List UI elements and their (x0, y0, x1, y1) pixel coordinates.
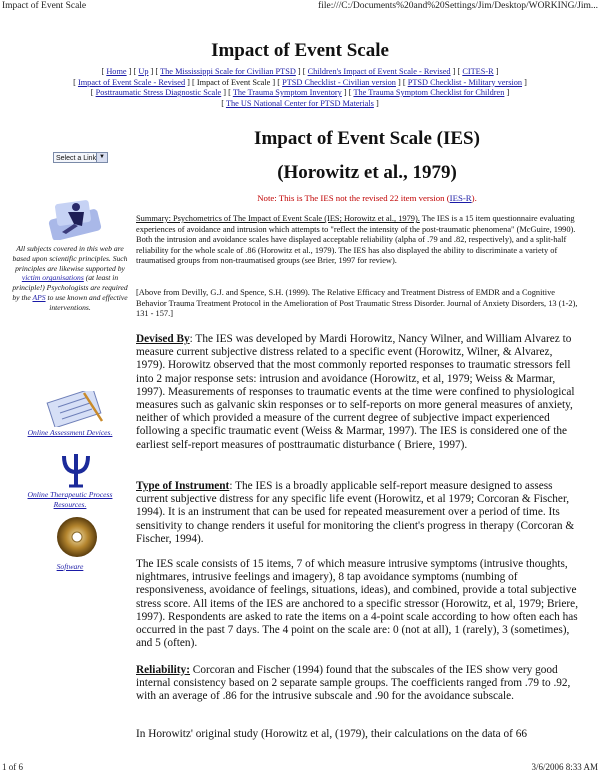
thinking-figure-icon (48, 196, 104, 240)
reliability-body: Corcoran and Fischer (1994) found that the subscales of the IES show very good internal consistency based on 2 separate sample groups. The coefficients ranged from .79 to .92, with an average of .86 for the intrusive subscale and .90 for the avoidance subscale. (136, 664, 571, 703)
software-link[interactable]: Software (56, 562, 84, 571)
online-assessment-link[interactable]: Online Assessment Devices. (27, 428, 113, 437)
nav-tscc-link[interactable]: The Trauma Symptom Checklist for Children (353, 88, 505, 97)
devised-paragraph (136, 333, 582, 452)
nav-pds-link[interactable]: Posttraumatic Stress Diagnostic Scale (95, 88, 222, 97)
online-therapeutic-link[interactable]: Online Therapeutic Process Resources. (27, 490, 113, 509)
summary-body: The IES is a 15 item questionnaire evaluating experiences of avoidance and intrusion which attempts to "reflect the intensity of the post-traumatic phenomena" (McGuire, 1990). Both the intrusion and avoidance scales have displayed acceptable reliability (alpha of .79 and .82, respectively), and a split-half reliability for the whole scale of .86 (Horowitz et al., 1979). The IES has also displayed the ability to discriminate a variety of traumatised groups from non-traumatised groups (see Brier, 1997 for review). (136, 214, 576, 266)
nav-up-link[interactable]: Up (138, 67, 149, 76)
victim-organisations-link[interactable]: victim organisations (21, 273, 84, 283)
nav-mississippi-link[interactable]: The Mississippi Scale for Civilian PTSD (160, 67, 296, 76)
original-study-paragraph: In Horowitz' original study (Horowitz et al, (1979), their calculations on the data of 66 (136, 728, 528, 740)
reliability-paragraph (136, 664, 582, 704)
note-end: ). (471, 193, 477, 203)
sidebar-text-3: to use known and effective interventions. (47, 292, 128, 312)
print-footer (2, 762, 598, 772)
nav-childrens-ies-link[interactable]: Children's Impact of Event Scale - Revised (307, 67, 451, 76)
select-link-label: Select a Link (56, 155, 97, 162)
chevron-down-icon: ▼ (96, 153, 107, 162)
checklist-icon (44, 391, 108, 427)
reliability-label: Reliability: (136, 664, 190, 676)
nav-current: Impact of Event Scale (196, 77, 271, 87)
heading-horowitz: (Horowitz et al., 1979) (277, 162, 457, 183)
nav-ptsd-military-link[interactable]: PTSD Checklist - Military version (407, 77, 523, 87)
cd-disc-icon (56, 516, 98, 558)
citation-paragraph: [Above from Devilly, G.J. and Spence, S.H. (1999). The Relative Efficacy and Treatment Distress of EMDR and a Cognitive Behavior Trauma Treatment Protocol in the Amelioration of Post Traumatic Stress Disorder. Journal of Anxiety Disorders, 13 (1-2), 131 - 157.] (136, 288, 578, 319)
select-link-dropdown[interactable] (53, 152, 108, 163)
header-title: Impact of Event Scale (2, 1, 87, 11)
page-title: Impact of Event Scale (211, 40, 389, 61)
sidebar-text-1: All subjects covered in this web are based upon scientific principles. Such principles are likewise supported by (12, 244, 128, 273)
summary-lead: Summary: Psychometrics of The Impact of Event Scale (IES; Horowitz et al., 1979). (136, 214, 420, 223)
heading-ies: Impact of Event Scale (IES) (254, 128, 480, 149)
scale-paragraph: The IES scale consists of 15 items, 7 of which measure intrusive symptoms (intrusive thoughts, nightmares, intrusive feelings and imagery), 8 tap avoidance symptoms (numbing of responsiveness, avoidance of feelings, situations, ideas), and combined, provide a total subjective stress score. All items of the IES are anchored to a specific stressor (Horowitz, et al, 1979; Briere, 1997). Respondents are asked to rate the items on a 4-point scale according to how often each has occurred in the past 7 days. The 4 point on the scale are: 0 (not at all), 1 (rarely), 3 (sometimes), and 5 (often). (136, 558, 579, 650)
note-label: Note: This is The IES not the revised 22 item version ( (257, 193, 450, 203)
summary-paragraph (136, 214, 582, 267)
nav-iesr-link[interactable]: Impact of Event Scale - Revised (77, 77, 186, 87)
software-link-wrap (12, 562, 128, 572)
page-count: 1 of 6 (2, 762, 23, 772)
header-url: file:///C:/Documents%20and%20Settings/Jim/Desktop/WORKING/Jim... (318, 1, 598, 11)
devised-label: Devised By (136, 333, 190, 345)
aps-link[interactable]: APS (32, 292, 46, 302)
instrument-paragraph (136, 480, 582, 546)
nav-links: [ Home ] [ Up ] [ The Mississippi Scale for Civilian PTSD ] [ Children's Impact of Event Scale - Revised ] [ CITES-R ] [ Impact of Event Scale - Revised ] [ Impact of Event Scale ] [ PTSD Checklist - Civilian version ] [ PTSD Checklist - Military version ] [ Posttraumatic Stress Diagnostic Scale ] [ The Trauma Symptom Inventory ] [ The Trauma Symptom Checklist for Children ] [ The US National Center for PTSD Materials ] (73, 67, 527, 108)
devised-body: : The IES was developed by Mardi Horowitz, Nancy Wilner, and William Alvarez to measure current subjective distress related to a specific event (Horowitz, Wilner, & Alvarez, 1979). Horowitz observed that the most commonly reported responses to traumatic stressors fell into 2 major response sets: intrusion and avoidance (Horowitz, et al, 1979; Weiss & Marmar, 1997). Measurements of responses to traumatic events at the time were confined to physiological measures such as galvanic skin responses or to self-reports on more general measures of anxiety, neither of which provided a measure of the current degree of subjective impact experienced following a specific traumatic event (Weiss & Marmar, 1997). The IES is considered one of the earliest self-report measures of posttraumatic disturbance ( Briere, 1997). (136, 333, 575, 451)
nav-home-link[interactable]: Home (106, 67, 127, 76)
instrument-label: Type of Instrument (136, 480, 230, 492)
sidebar-text-2: (at least in principle!) Psychologists are required by the (12, 273, 128, 302)
nav-tsi-link[interactable]: The Trauma Symptom Inventory (232, 88, 342, 97)
therapeutic-link-wrap (12, 490, 128, 510)
nav-citesr-link[interactable]: CITES-R (462, 67, 494, 76)
iesr-link[interactable]: IES-R (449, 193, 472, 203)
nav-ptsd-civilian-link[interactable]: PTSD Checklist - Civilian version (282, 77, 396, 87)
nav-ncptsd-link[interactable]: The US National Center for PTSD Materials (225, 98, 374, 108)
instrument-body: : The IES is a broadly applicable self-report measure designed to assess current subjective distress for any specific life event (Horowitz, et al 1979; Corcoran & Fischer, 1994). It is an instrument that can be used for repeated measurement over a period of time. Its sensitivity to change renders it useful for monitoring the client's progress in therapy (Corcoran & Fischer, 1994). (136, 480, 575, 545)
note-text (134, 193, 600, 203)
assessment-link-wrap (12, 428, 128, 438)
sidebar-text (12, 244, 128, 313)
print-header (2, 1, 598, 11)
psi-symbol-icon (60, 452, 92, 488)
print-timestamp: 3/6/2006 8:33 AM (531, 762, 598, 772)
